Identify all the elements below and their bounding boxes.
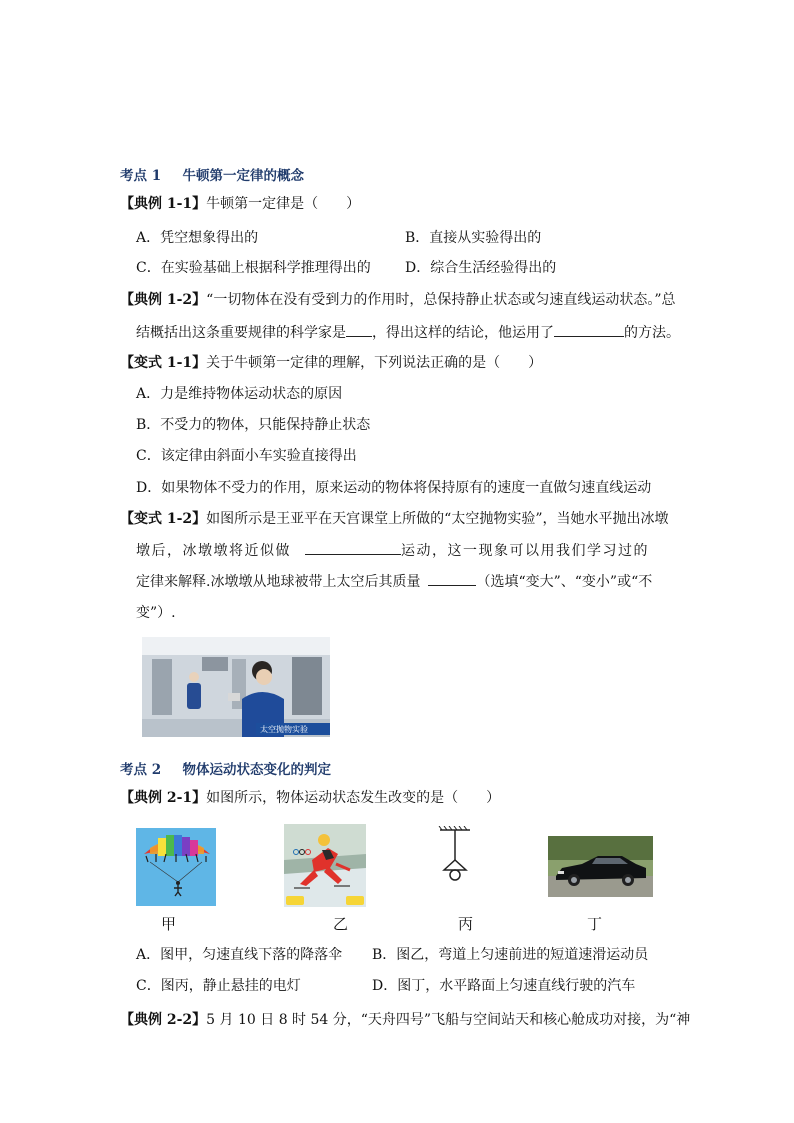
variant-1-1-tag: 【变式 1-1】	[120, 355, 207, 371]
example-1-2-line-1	[120, 290, 675, 310]
example-2-1-option-c: C．图丙，静止悬挂的电灯	[136, 978, 301, 994]
example-2-1-question: 如图所示，物体运动状态发生改变的是（ ）	[206, 790, 501, 806]
parachute-icon	[136, 828, 216, 906]
answer-blank[interactable]	[428, 571, 476, 586]
variant-1-1-option-b: B．不受力的物体，只能保持静止状态	[136, 417, 371, 433]
example-1-1-question: 牛顿第一定律是（ ）	[206, 196, 361, 212]
caption-bing: 丙	[458, 915, 474, 933]
space-station-illustration	[142, 637, 330, 737]
car-image	[548, 836, 653, 897]
example-2-1-tag: 【典例 2-1】	[120, 790, 207, 806]
section-2-heading	[120, 758, 331, 778]
variant-1-2-text-1: 如图所示是王亚平在天宫课堂上所做的“太空抛物实验”，当她水平抛出冰墩	[206, 511, 669, 527]
answer-blank[interactable]	[305, 540, 401, 555]
example-1-1-option-c: C．在实验基础上根据科学推理得出的	[136, 260, 371, 276]
space-experiment-photo	[142, 637, 330, 737]
variant-1-1-option-c: C．该定律由斜面小车实验直接得出	[136, 448, 357, 464]
example-1-1-option-b: B．直接从实验得出的	[405, 230, 542, 246]
variant-1-2-line-2	[136, 540, 649, 561]
variant-1-2-tag: 【变式 1-2】	[120, 511, 207, 527]
example-2-1-stem	[120, 788, 500, 808]
example-1-1-option-d: D．综合生活经验得出的	[405, 260, 557, 276]
caption-yi: 乙	[333, 915, 349, 933]
section-1-heading	[120, 164, 304, 184]
example-1-2-text-1: “一切物体在没有受到力的作用时，总保持静止状态或匀速直线运动状态。”总	[206, 292, 676, 308]
answer-blank[interactable]	[554, 322, 624, 337]
variant-1-2-text-2a: 墩后，冰墩墩将近似做	[136, 543, 291, 559]
variant-1-2-line-1	[120, 509, 668, 529]
car-icon	[548, 836, 653, 897]
speed-skater-image	[284, 824, 366, 907]
photo-caption: 太空抛物实验	[260, 725, 308, 734]
example-2-2-tag: 【典例 2-2】	[120, 1012, 207, 1028]
section-2-label: 考点 2	[120, 762, 162, 778]
example-2-1-option-d: D．图丁，水平路面上匀速直线行驶的汽车	[372, 978, 636, 994]
answer-blank[interactable]	[346, 322, 372, 337]
hanging-lamp-image	[434, 826, 476, 884]
variant-1-2-text-3b: （选填“变大”、“变小”或“不	[476, 574, 653, 590]
variant-1-1-option-a: A．力是维持物体运动状态的原因	[136, 386, 343, 402]
example-2-2-line-1	[120, 1010, 690, 1030]
example-1-1-option-a: A．凭空想象得出的	[136, 230, 259, 246]
caption-ding: 丁	[587, 915, 603, 933]
example-1-1-stem	[120, 194, 360, 214]
example-1-2-text-2a: 结概括出这条重要规律的科学家是	[136, 325, 346, 341]
variant-1-2-text-3a: 定律来解释.冰墩墩从地球被带上太空后其质量	[136, 574, 421, 590]
section-2-title: 物体运动状态变化的判定	[182, 762, 331, 778]
example-1-1-tag: 【典例 1-1】	[120, 196, 207, 212]
parachute-image	[136, 828, 216, 906]
variant-1-1-question: 关于牛顿第一定律的理解，下列说法正确的是（ ）	[206, 355, 543, 371]
speed-skater-icon	[284, 824, 366, 907]
example-2-1-option-b: B．图乙，弯道上匀速前进的短道速滑运动员	[372, 947, 649, 963]
section-1-title: 牛顿第一定律的概念	[182, 168, 304, 184]
example-1-2-text-2c: 的方法。	[624, 325, 680, 341]
example-1-2-text-2b: ，得出这样的结论，他运用了	[372, 325, 554, 341]
variant-1-2-line-4: 变”）.	[136, 605, 176, 621]
variant-1-2-text-2b: 运动，这一现象可以用我们学习过的	[401, 543, 649, 559]
variant-1-2-line-3	[136, 571, 652, 592]
variant-1-1-stem	[120, 353, 542, 373]
example-2-1-option-a: A．图甲，匀速直线下落的降落伞	[136, 947, 343, 963]
section-1-label: 考点 1	[120, 168, 162, 184]
example-1-2-tag: 【典例 1-2】	[120, 292, 207, 308]
variant-1-1-option-d: D．如果物体不受力的作用，原来运动的物体将保持原有的速度一直做匀速直线运动	[136, 480, 652, 496]
hanging-lamp-icon	[434, 826, 476, 884]
example-2-2-text-1: 5 月 10 日 8 时 54 分，“天舟四号”飞船与空间站天和核心舱成功对接，为“神	[206, 1012, 691, 1028]
caption-jia: 甲	[161, 915, 177, 933]
example-1-2-line-2	[136, 322, 680, 343]
